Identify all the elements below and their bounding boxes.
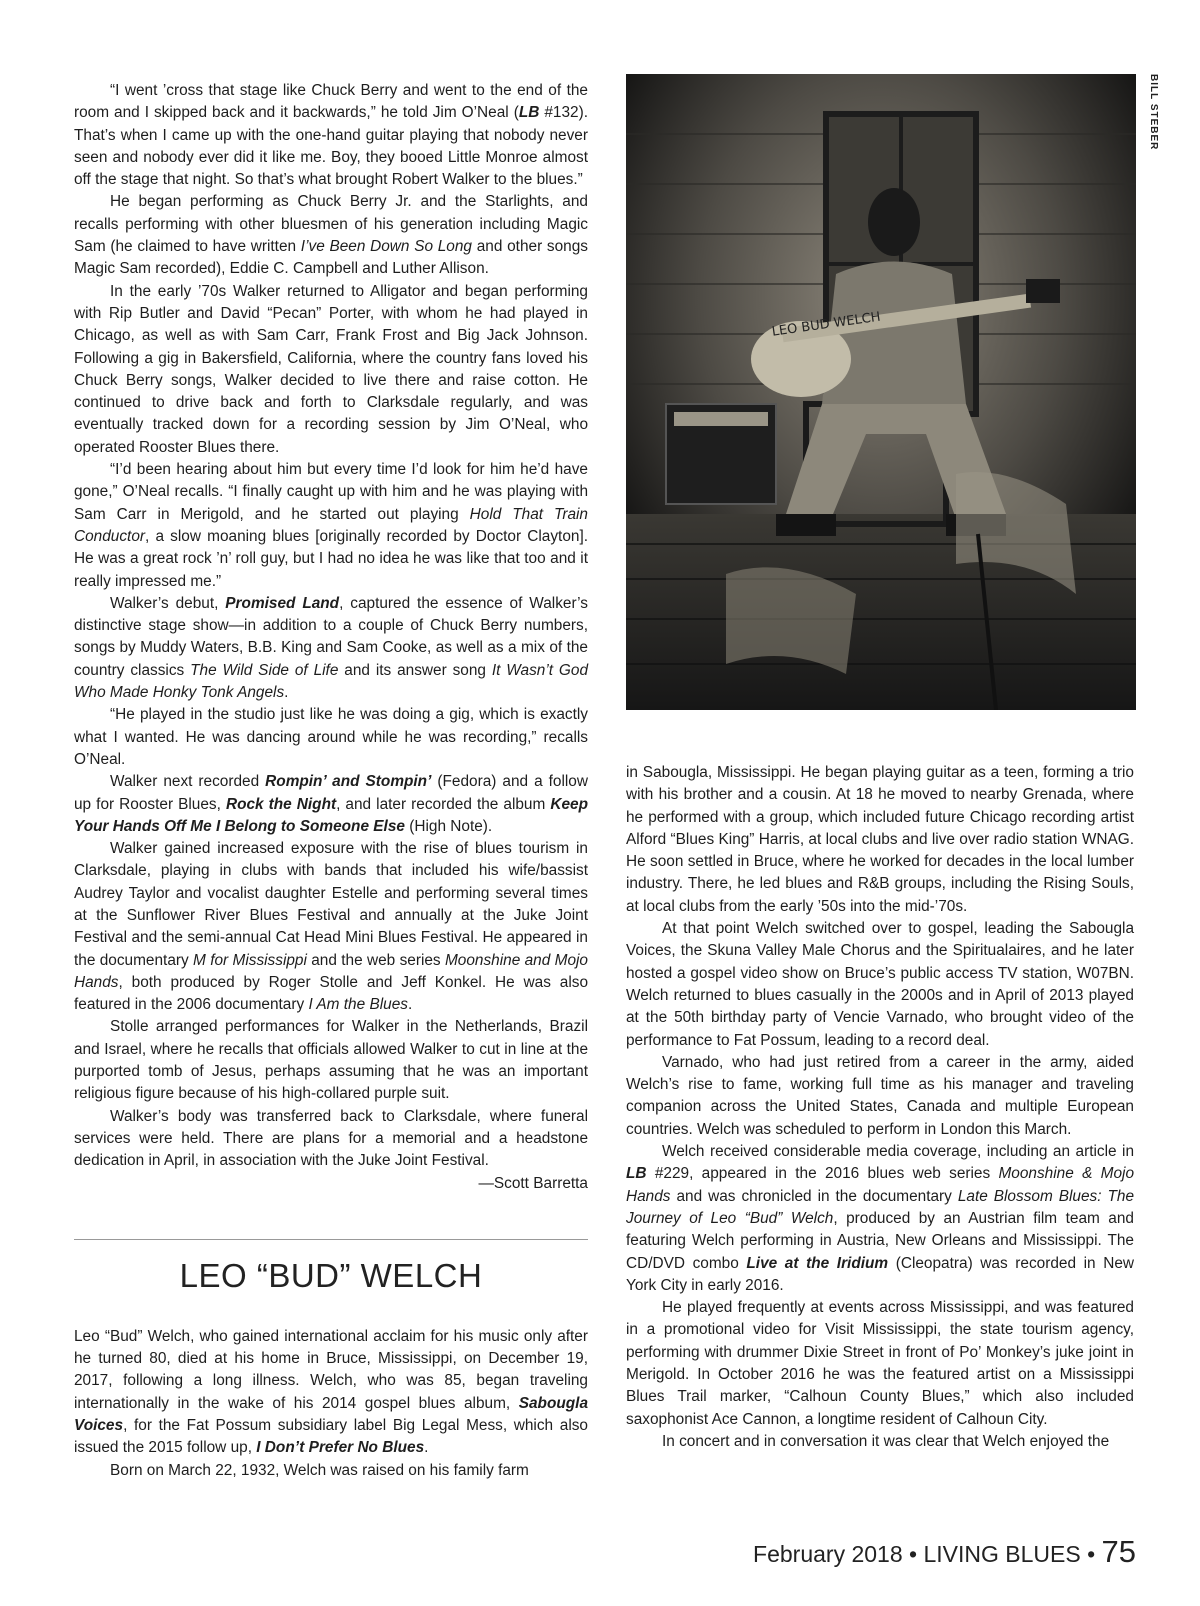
paragraph: He began performing as Chuck Berry Jr. and the Starlights, and recalls performing with other bluesmen of his generation including Magic Sam (he claimed to have written I’ve Been Down So Long and other songs Magic Sam recorded), Eddie C. Campbell and Luther Allison. [74,193,588,278]
page-number: 75 [1101,1534,1136,1569]
issue-line: February 2018 • LIVING BLUES • [753,1541,1096,1567]
paragraph: Walker gained increased exposure with the rise of blues tourism in Clarksdale, playing in clubs with bands that included his wife/bassist Audrey Taylor and vocalist daughter Estelle and performing several times at the Sunflower River Blues Festival and annually at the Juke Joint Festival and the semi-annual Cat Head Mini Blues Festival. He appeared in the documentary M for Mississippi and the web series Moonshine and Mojo Hands, both produced by Roger Stolle and Jeff Konkel. He was also featured in the 2006 documentary I Am the Blues. [74,840,588,1014]
left-column [74,80,588,1482]
paragraph: Walker’s body was transferred back to Clarksdale, where funeral services were held. There are plans for a memorial and a headstone dedication in April, in association with the Juke Joint Festival. [74,1107,588,1170]
paragraph: Born on March 22, 1932, Welch was raised on his family farm [110,1461,529,1479]
author-signature: —Scott Barretta [478,1174,588,1192]
paragraph: Stolle arranged performances for Walker in the Netherlands, Brazil and Israel, where he recalls that officials allowed Walker to cut in line at the purported tomb of Jesus, perhaps assuming that he was an important religious figure because of his high-collared purple suit. [74,1018,588,1103]
page-footer [753,1534,1136,1570]
paragraph: “I went ’cross that stage like Chuck Berry and went to the end of the room and I skipped back and it backwards,” he told Jim O’Neal (LB #132). That’s when I came up with the one-hand guitar playing that nobody never seen and nobody ever did it like me. Boy, they booed Little Monroe almost off the stage that night. So that’s what brought Robert Walker to the blues.” [74,82,588,189]
portrait-photo [626,74,1136,710]
paragraph: In concert and in conversation it was clear that Welch enjoyed the [662,1432,1110,1450]
guitar-text: LEO BUD WELCH [770,309,882,340]
photo-credit: BILL STEBER [1148,74,1159,151]
paragraph: Varnado, who had just retired from a career in the army, aided Welch’s rise to fame, working full time as his manager and traveling companion across the United States, Canada and multiple European countries. Welch was scheduled to perform in London this March. [626,1053,1134,1138]
paragraph: in Sabougla, Mississippi. He began playing guitar as a teen, forming a trio with his brother and a cousin. At 18 he moved to nearby Grenada, where he performed with a group, which included future Chicago recording artist Alford “Blues King” Harris, at local clubs and live over radio station WNAG. He soon settled in Bruce, where he worked for decades in the local lumber industry. There, he led blues and R&B groups, including the Rising Souls, at local clubs from the early ’50s into the mid-’70s. [626,764,1134,915]
paragraph: Welch received considerable media coverage, including an article in LB #229, appeared in the 2016 blues web series Moonshine & Mojo Hands and was chronicled in the documentary Late Blossom Blues: The Journey of Leo “Bud” Welch, produced by an Austrian film team and featuring Welch performing in Austria, New Orleans and Mississippi. The CD/DVD combo Live at the Iridium (Cleopatra) was recorded in New York City in early 2016. [626,1143,1135,1294]
paragraph: Leo “Bud” Welch, who gained international acclaim for his music only after he turned 80, died at his home in Bruce, Mississippi, on December 19, 2017, following a long illness. Welch, who was 85, began traveling internationally in the wake of his 2014 gospel blues album, Sabougla Voices, for the Fat Possum subsidiary label Big Legal Mess, which also issued the 2015 follow up, I Don’t Prefer No Blues. [74,1327,588,1457]
paragraph: “He played in the studio just like he was doing a gig, which is exactly what I wanted. He was dancing around while he was recording,” recalls O’Neal. [74,706,588,768]
right-column [626,762,1134,1453]
paragraph: Walker next recorded Rompin’ and Stompin’ (Fedora) and a follow up for Rooster Blues, Rock the Night, and later recorded the album Keep Your Hands Off Me I Belong to Someone Else (High Note). [74,773,589,835]
paragraph: “I’d been hearing about him but every time I’d look for him he’d have gone,” O’Neal recalls. “I finally caught up with him and he was playing with Sam Carr in Merigold, and he started out playing Hold That Train Conductor, a slow moaning blues [originally recorded by Doctor Clayton]. He was a great rock ’n’ roll guy, but I had no idea he was like that too and it really impressed me.” [74,461,588,590]
paragraph: He played frequently at events across Mississippi, and was featured in a promotional video for Visit Mississippi, the state tourism agency, performing with drummer Dixie Street in front of Po’ Monkey’s juke joint in Merigold. In October 2016 he was the featured artist on a Mississippi Blues Trail marker, “Calhoun County Blues,” which also included saxophonist Ace Cannon, a longtime resident of Calhoun City. [626,1299,1134,1428]
section-heading: LEO “BUD” WELCH [179,1256,483,1294]
paragraph: At that point Welch switched over to gospel, leading the Sabougla Voices, the Skuna Valley Male Chorus and the Spiritualaires, and he later hosted a gospel video show on Bruce’s public access TV station, W07BN. Welch returned to blues casually in the 2000s and in April of 2013 played at the 50th birthday party of Vencie Varnado, who brought video of the performance to Fat Possum, leading to a record deal. [626,920,1134,1049]
section-divider [74,1239,588,1240]
paragraph: In the early ’70s Walker returned to Alligator and began performing with Rip Butler and David “Pecan” Porter, with whom he had played in Chicago, as well as with Sam Carr, Frank Frost and Big Jack Johnson. Following a gig in Bakersfield, California, where the country fans loved his Chuck Berry songs, Walker decided to live there and raise cotton. He continued to drive back and forth to Clarksdale regularly, and was eventually tracked down for a recording session by Jim O’Neal, who operated Rooster Blues there. [74,282,588,456]
paragraph: Walker’s debut, Promised Land, captured the essence of Walker’s distinctive stage show—in addition to a couple of Chuck Berry numbers, songs by Muddy Waters, B.B. King and Sam Cooke, as well as a mix of the country classics The Wild Side of Life and its answer song It Wasn’t God Who Made Honky Tonk Angels. [74,594,589,702]
